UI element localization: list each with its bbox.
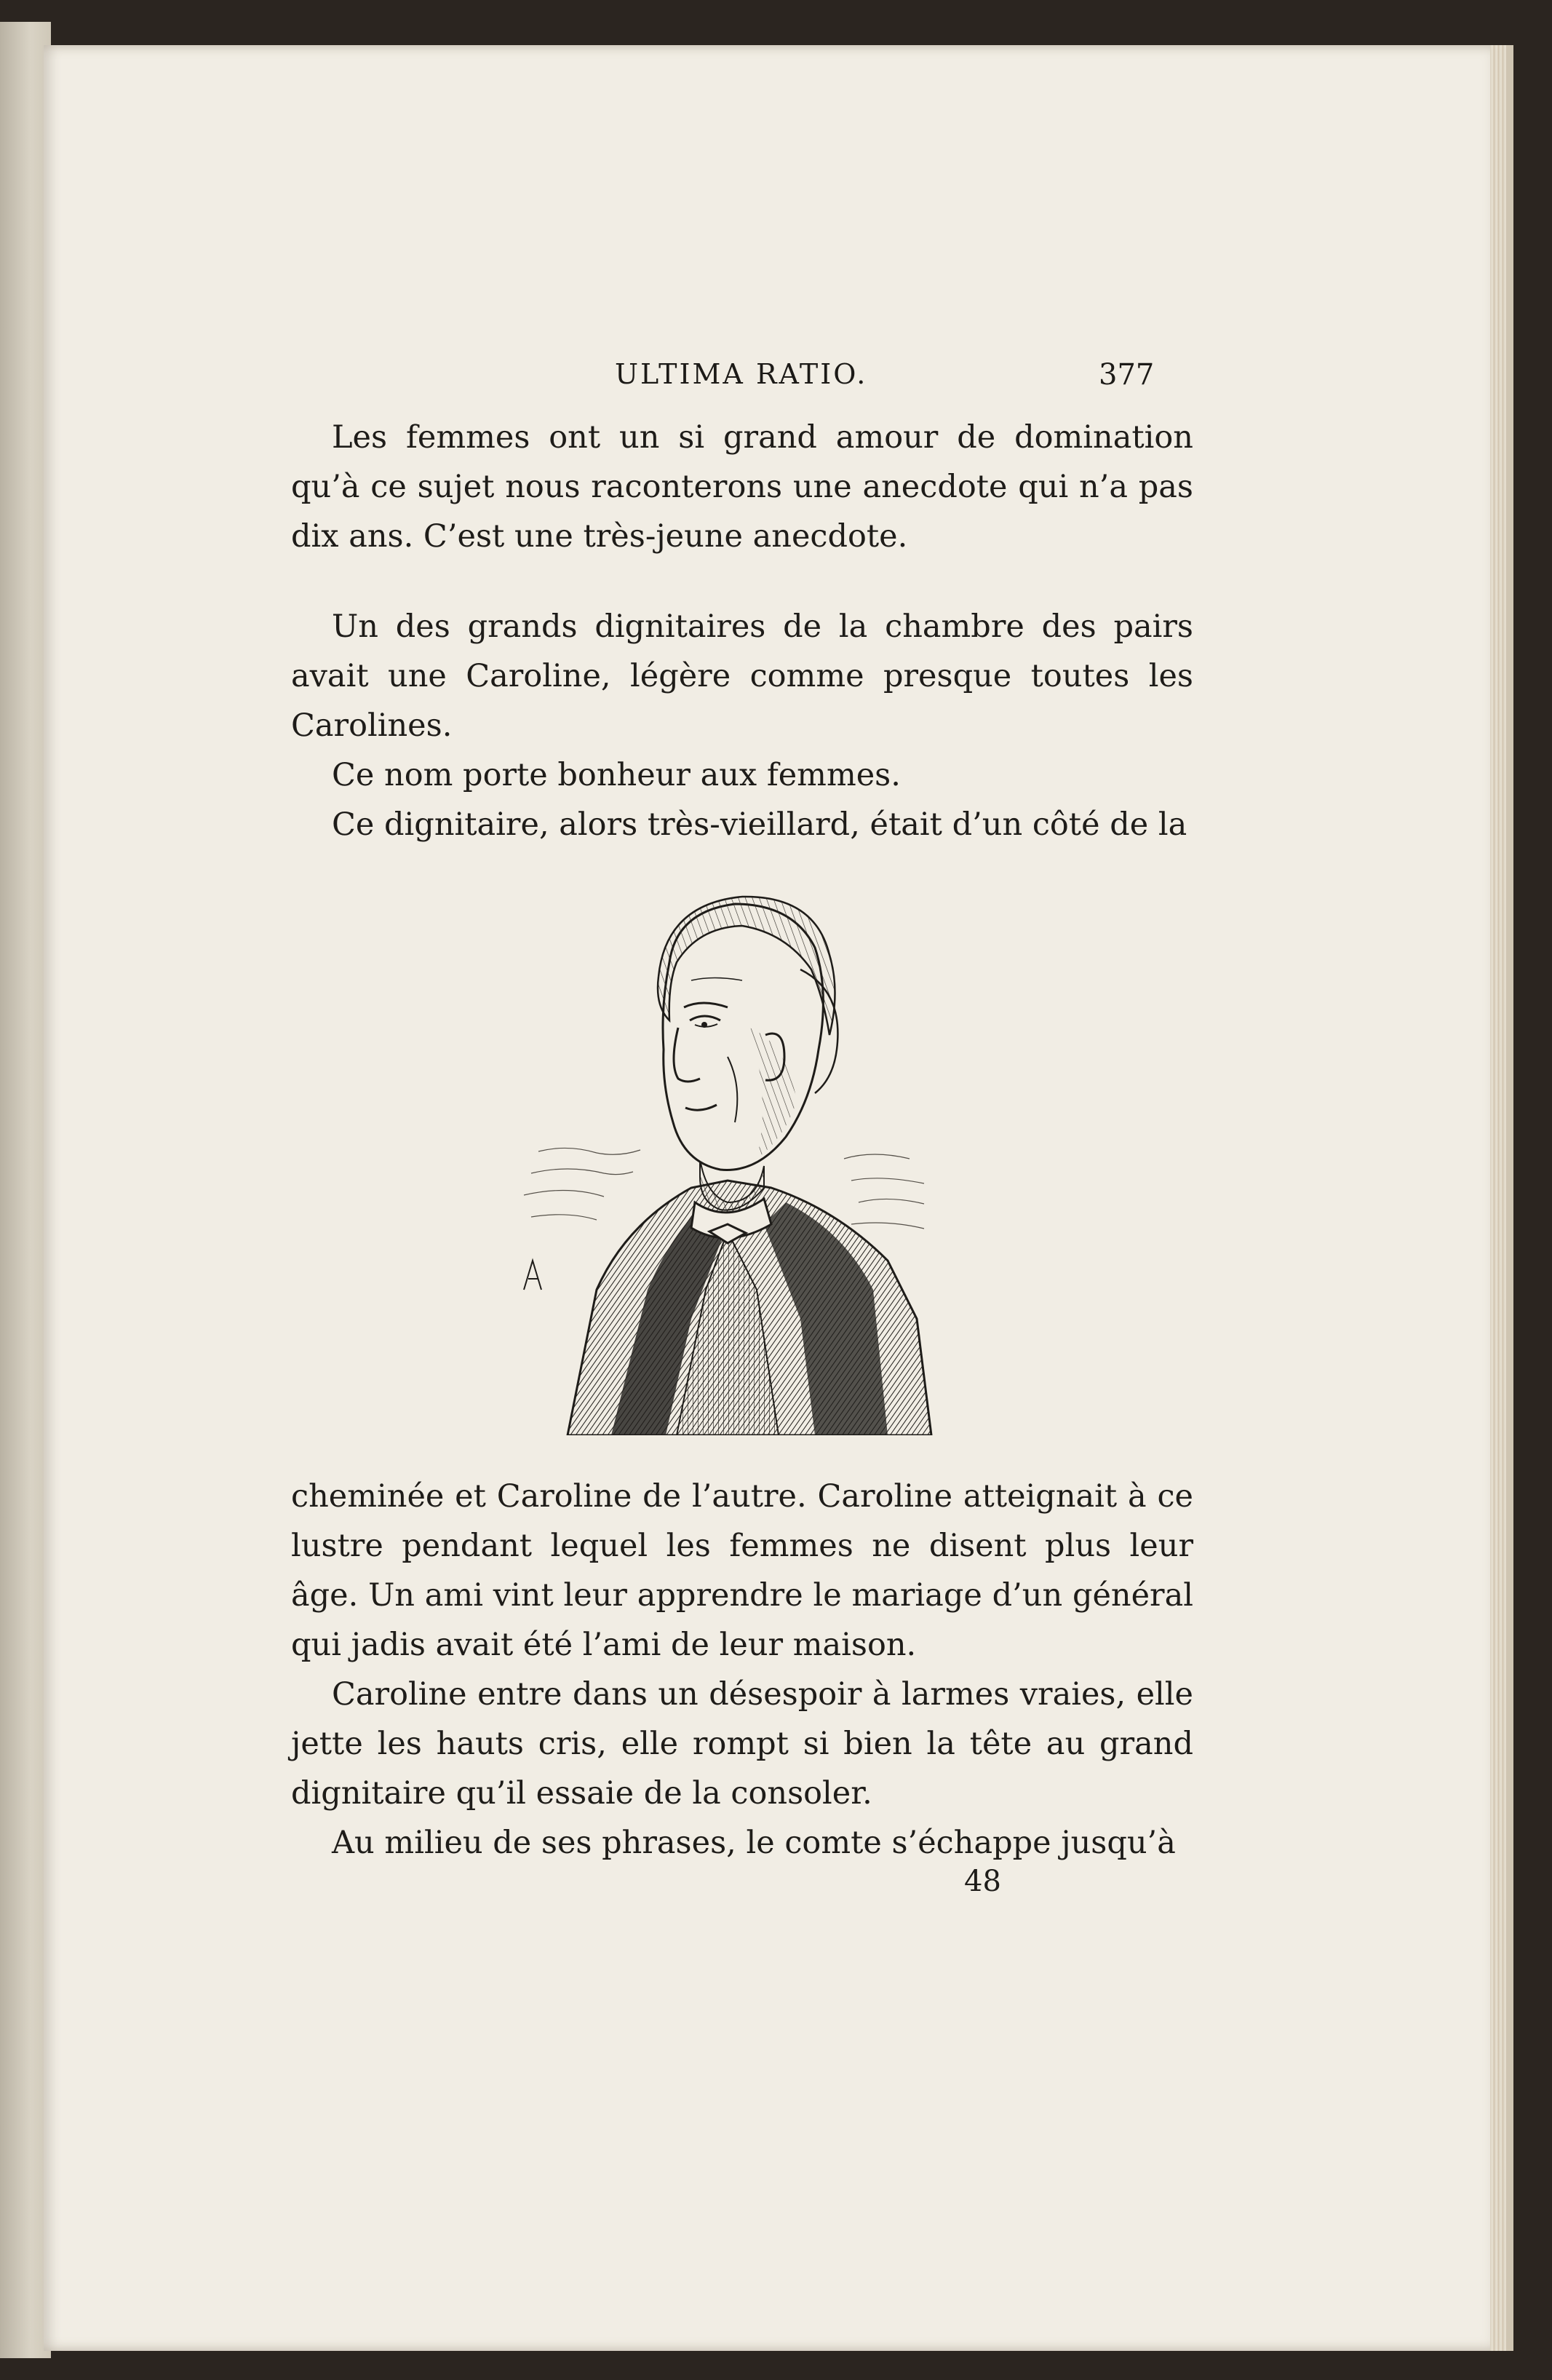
paragraph: cheminée et Caroline de l’autre. Caroline atteignait à ce lustre pendant lequel les femmes ne disent plus leur âge. Un ami vint leur apprendre le mariage d’un général qui jadis avait été l’ami de leur maison. <box>291 1478 1193 1663</box>
paragraph: Les femmes ont un si grand amour de domination qu’à ce sujet nous raconterons une anecdote qui n’a pas dix ans. C’est une très-jeune anecdote. <box>291 419 1193 555</box>
text-block-middle <box>291 602 1193 849</box>
paragraph: Un des grands dignitaires de la chambre des pairs avait une Caroline, légère comme presque toutes les Carolines. <box>291 608 1193 744</box>
portrait-engraving <box>509 882 946 1435</box>
page-number: 377 <box>1099 358 1155 392</box>
running-title: ULTIMA RATIO. <box>615 358 868 390</box>
paragraph: Ce nom porte bonheur aux femmes. <box>332 757 901 793</box>
text-block-bottom <box>291 1472 1193 1868</box>
paragraph: Ce dignitaire, alors très-vieillard, était d’un côté de la <box>332 806 1187 843</box>
signature-number: 48 <box>964 1865 1001 1898</box>
paragraph: Au milieu de ses phrases, le comte s’échappe jusqu’à <box>332 1825 1176 1861</box>
running-head <box>44 358 1506 409</box>
text-block-top <box>291 413 1193 561</box>
book-page <box>44 45 1513 2351</box>
paragraph: Caroline entre dans un désespoir à larmes vraies, elle jette les hauts cris, elle rompt si bien la tête au grand dignitaire qu’il essaie de la consoler. <box>291 1676 1193 1812</box>
